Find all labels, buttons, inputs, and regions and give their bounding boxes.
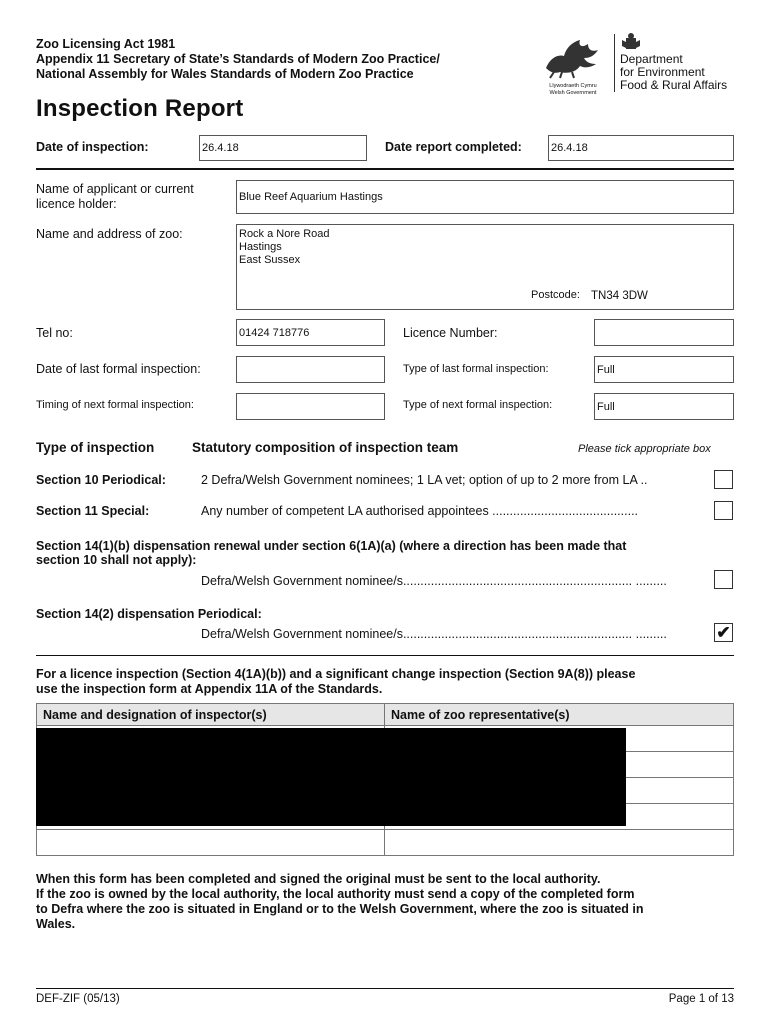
welsh-gov-english-name: Welsh Government (549, 90, 597, 96)
postcode-label: Postcode: (531, 289, 580, 301)
table-header-row (37, 704, 734, 726)
section-14-1-checkbox[interactable] (714, 570, 733, 589)
next-inspection-timing-field[interactable] (236, 393, 385, 420)
defra-line-2: for Environment (620, 65, 705, 79)
footer-note-line-2: If the zoo is owned by the local authority, the local authority must send a copy of the completed form (36, 887, 635, 901)
logo-divider (614, 34, 615, 92)
section-10-text: 2 Defra/Welsh Government nominees; 1 LA vet; option of up to 2 more from LA .. (201, 473, 648, 487)
section-14-2-label: Section 14(2) dispensation Periodical: (36, 607, 262, 621)
form-code: DEF-ZIF (05/13) (36, 993, 120, 1005)
address-line-2: Hastings (239, 241, 282, 253)
licence-note-line-2: use the inspection form at Appendix 11A of the Standards. (36, 682, 383, 696)
address-line-1: Rock a Nore Road (239, 228, 330, 240)
next-inspection-timing-label: Timing of next formal inspection: (36, 399, 194, 411)
section-11-text: Any number of competent LA authorised appointees .......................................... (201, 504, 639, 518)
inspection-date-label: Date of inspection: (36, 140, 149, 154)
applicant-label: Name of applicant or current licence holder: (36, 182, 194, 211)
footer-note-line-4: Wales. (36, 917, 76, 931)
report-completed-label: Date report completed: (385, 140, 522, 154)
welsh-government-logo (540, 32, 606, 94)
page-title: Inspection Report (36, 95, 244, 122)
postcode-value: TN34 3DW (591, 290, 648, 302)
licence-note-line-1: For a licence inspection (Section 4(1A)(b)) and a significant change inspection (Section 9A(8)) please (36, 667, 636, 681)
section-divider-2 (36, 655, 734, 656)
last-inspection-type-label: Type of last formal inspection: (403, 363, 549, 375)
tick-instruction: Please tick appropriate box (578, 443, 711, 455)
section-14-1-text: Defra/Welsh Government nominee/s.................................................................. ......... (201, 574, 667, 588)
section-14-1-heading-line-1: Section 14(1)(b) dispensation renewal under section 6(1A)(a) (where a direction has been made that (36, 539, 627, 553)
tel-label: Tel no: (36, 326, 73, 340)
act-title: Zoo Licensing Act 1981 (36, 37, 176, 51)
team-composition-heading: Statutory composition of inspection team (192, 440, 459, 455)
inspection-date-field[interactable]: 26.4.18 (199, 135, 367, 161)
section-10-label: Section 10 Periodical: (36, 473, 166, 487)
footer-note-line-3: to Defra where the zoo is situated in England or to the Welsh Government, where the zoo is situated in (36, 902, 644, 916)
table-row (37, 830, 734, 856)
inspector-column-header: Name and designation of inspector(s) (37, 704, 385, 726)
section-11-checkbox[interactable] (714, 501, 733, 520)
assembly-title: National Assembly for Wales Standards of Modern Zoo Practice (36, 67, 414, 81)
report-completed-field[interactable]: 26.4.18 (548, 135, 734, 161)
next-inspection-type-label: Type of next formal inspection: (403, 399, 553, 411)
last-inspection-date-field[interactable] (236, 356, 385, 383)
type-of-inspection-heading: Type of inspection (36, 440, 155, 455)
representative-cell[interactable] (385, 830, 734, 856)
applicant-field[interactable]: Blue Reef Aquarium Hastings (236, 180, 734, 214)
appendix-title: Appendix 11 Secretary of State’s Standards of Modern Zoo Practice/ (36, 52, 440, 66)
last-inspection-date-label: Date of last formal inspection: (36, 362, 201, 376)
section-14-1-heading-line-2: section 10 shall not apply): (36, 553, 197, 567)
next-inspection-type-field[interactable]: Full (594, 393, 734, 420)
zoo-representative-column-header: Name of zoo representative(s) (385, 704, 734, 726)
defra-line-3: Food & Rural Affairs (620, 78, 728, 92)
section-11-label: Section 11 Special: (36, 504, 150, 518)
footer-note-line-1: When this form has been completed and signed the original must be sent to the local authority. (36, 872, 601, 886)
tel-field[interactable]: 01424 718776 (236, 319, 385, 346)
address-line-3: East Sussex (239, 254, 301, 266)
section-14-2-checkbox[interactable]: ✔ (714, 623, 733, 642)
licence-number-label: Licence Number: (403, 326, 498, 340)
welsh-dragon-icon (540, 32, 606, 80)
welsh-gov-welsh-name: Llywodraeth Cymru (549, 83, 597, 89)
defra-logo-text (620, 53, 727, 92)
address-field[interactable] (236, 224, 734, 310)
section-14-2-text: Defra/Welsh Government nominee/s.................................................................. ......... (201, 627, 667, 641)
defra-line-1: Department (620, 52, 683, 66)
inspector-cell[interactable] (37, 830, 385, 856)
address-label: Name and address of zoo: (36, 227, 183, 241)
licence-number-field[interactable] (594, 319, 734, 346)
section-10-checkbox[interactable] (714, 470, 733, 489)
section-divider (36, 168, 734, 170)
redaction-block (36, 728, 626, 826)
last-inspection-type-field[interactable]: Full (594, 356, 734, 383)
footer-rule (36, 988, 734, 989)
page-number: Page 1 of 13 (668, 993, 734, 1005)
